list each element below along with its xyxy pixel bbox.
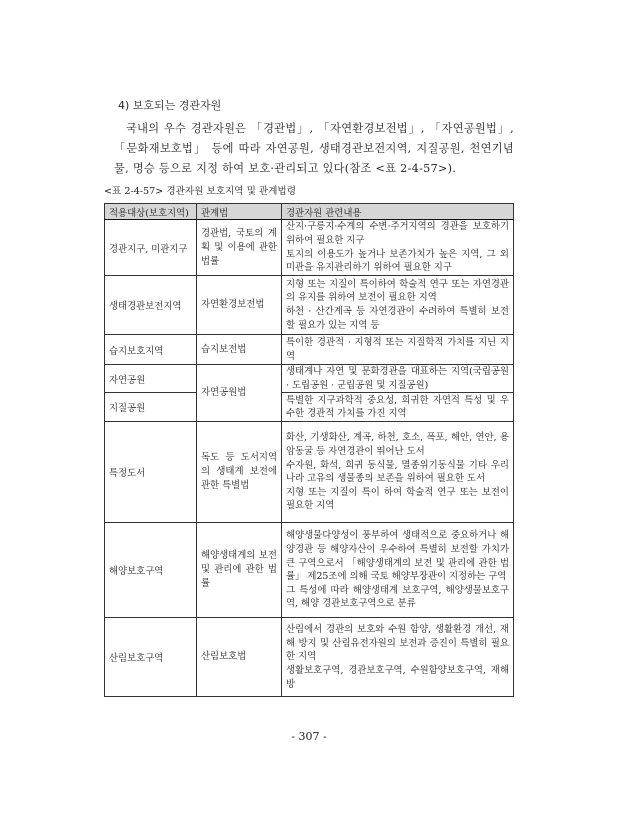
content-item: 특별한 지구과학적 중요성, 희귀한 자연적 특성 및 우수한 경관적 가치를 가진 지역 xyxy=(286,394,509,420)
cell-target: 생태경관보전지역 xyxy=(105,276,197,335)
cell-law: 경관법, 국토의 계획 및 이용에 관한 법률 xyxy=(197,220,282,276)
cell-content xyxy=(282,618,514,697)
content-item: 생활보호구역, 경관보호구역, 수원함양보호구역, 재해방 xyxy=(286,664,509,690)
cell-content xyxy=(282,523,514,618)
content-item: 수자원, 화석, 희귀 동식물, 멸종위기동식물 기타 우리나라 고유의 생물종의 보존을 위하여 필요한 도서 xyxy=(286,459,509,485)
section-heading: 4) 보호되는 경관자원 xyxy=(118,99,222,112)
table-row xyxy=(105,393,514,422)
cell-target: 경관지구, 미관지구 xyxy=(105,220,197,276)
content-item: 하천 · 산간계곡 등 자연경관이 수려하여 특별히 보전할 필요가 있는 지역 등 xyxy=(286,306,509,331)
table-row xyxy=(105,220,514,276)
content-item: 지형 또는 지질이 특이하여 학술적 연구 또는 자연경관의 유지를 위하여 보전이 필요한 지역 xyxy=(286,278,509,304)
header-law: 관계법 xyxy=(197,204,282,220)
cell-content xyxy=(282,276,514,335)
content-item: 해양생물다양성이 풍부하여 생태적으로 중요하거나 해양경관 등 해양자산이 우수하여 특별히 보전할 가치가 큰 구역으로서 「해양생태계의 보전 및 관리에 관한 법률」 제25조에 의해 국토 해양부장관이 지정하는 구역 xyxy=(286,530,509,583)
cell-content xyxy=(282,422,514,523)
table-caption: <표 2-4-57> 경관자원 보호지역 및 관계법령 xyxy=(104,186,296,197)
header-content: 경관자원 관련내용 xyxy=(282,204,514,220)
content-item: 그 특성에 따라 해양생태계 보호구역, 해양생물보호구역, 해양 경관보호구역으로 분류 xyxy=(286,584,509,610)
table-header-row xyxy=(105,204,514,220)
cell-content xyxy=(282,393,514,422)
cell-content xyxy=(282,220,514,276)
cell-law: 자연환경보전법 xyxy=(197,276,282,335)
cell-content xyxy=(282,365,514,393)
cell-law: 습지보전법 xyxy=(197,335,282,365)
header-target: 적용대상(보호지역) xyxy=(105,204,197,220)
content-item: 지형 또는 지질이 특이 하여 학술적 연구 또는 보전이 필요한 지역 xyxy=(286,486,509,512)
content-item: 생태계나 자연 및 문화경관을 대표하는 지역(국립공원 · 도립공원 · 군립공원 및 지질공원) xyxy=(286,366,509,391)
table-row xyxy=(105,523,514,618)
table-row xyxy=(105,335,514,365)
cell-law: 해양생태계의 보전 및 관리에 관한 법률 xyxy=(197,523,282,618)
body-paragraph: 국내의 우수 경관자원은 「경관법」, 「자연환경보전법」, 「자연공원법」, 「문화재보호법」 등에 따라 자연공원, 생태경관보전지역, 지질공원, 천연기념물, 명승 등으로 지정 하여 보호·관리되고 있다(참조 <표 2-4-57>). xyxy=(114,122,514,175)
cell-target: 산림보호구역 xyxy=(105,618,197,697)
content-item: 화산, 기생화산, 계곡, 하천, 호소, 폭포, 해안, 연안, 용암동굴 등 자연경관이 뛰어난 도서 xyxy=(286,432,509,457)
table-row xyxy=(105,422,514,523)
cell-target: 습지보호지역 xyxy=(105,335,197,365)
content-item: 산림에서 경관의 보호와 수원 함양, 생활환경 개선, 재해 방지 및 산림유전자원의 보전과 증진이 특별히 필요한 지역 xyxy=(286,624,509,663)
cell-law: 자연공원법 xyxy=(197,365,282,422)
table-row xyxy=(105,276,514,335)
table-row xyxy=(105,618,514,697)
page-number: - 307 - xyxy=(291,730,327,743)
cell-content xyxy=(282,335,514,365)
cell-target: 자연공원 xyxy=(105,365,197,393)
cell-law: 독도 등 도서지역의 생태계 보전에 관한 특별법 xyxy=(197,422,282,523)
cell-target: 해양보호구역 xyxy=(105,523,197,618)
cell-law: 산림보호법 xyxy=(197,618,282,697)
cell-target: 지질공원 xyxy=(105,393,197,422)
table-row xyxy=(105,365,514,393)
content-item: 특이한 경관적 · 지형적 또는 지질학적 가치를 지닌 지역 xyxy=(286,336,509,362)
content-item: 토지의 이용도가 높거나 보존가치가 높은 지역, 그 외 미관을 유지관리하기 위하여 필요한 지구 xyxy=(286,248,509,274)
protected-areas-table xyxy=(104,203,514,697)
cell-target: 특정도서 xyxy=(105,422,197,523)
content-item: 산지·구릉지·수계의 수변·주거지역의 경관을 보호하기 위하여 필요한 지구 xyxy=(286,221,509,246)
